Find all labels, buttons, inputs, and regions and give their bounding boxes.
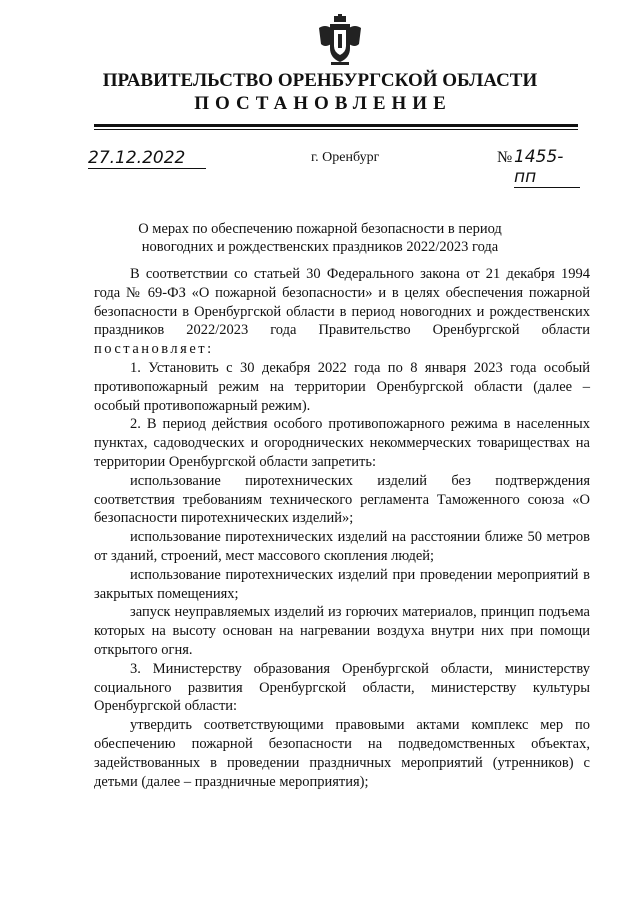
document-number: 1455-пп — [514, 147, 580, 188]
body-item-2a: использование пиротехнических изделий без подтверждения соответствия требованиям технического регламента Таможенного союза «О безопасности пиротехнических изделий»; — [94, 472, 590, 527]
document-body — [94, 265, 590, 791]
document-date: 27.12.2022 — [88, 148, 206, 169]
body-item-3a: утвердить соответствующими правовыми актами комплекс мер по обеспечению пожарной безопасности на подведомственных объектах, задействованных в проведении праздничных мероприятий (утренников) с детьми (далее – праздничные мероприятия); — [94, 717, 590, 790]
body-paragraph-intro — [94, 265, 590, 359]
document-type: ПОСТАНОВЛЕНИЕ — [194, 93, 452, 114]
postanovlyaet-word: постановляет: — [94, 341, 214, 358]
government-title: ПРАВИТЕЛЬСТВО ОРЕНБУРГСКОЙ ОБЛАСТИ — [102, 70, 538, 91]
body-paragraph-2: 2. В период действия особого противопожарного режима в населенных пунктах, садоводческих и огороднических некоммерческих товариществах на территории Оренбургской области запретить: — [94, 416, 590, 470]
body-item-2d: запуск неуправляемых изделий из горючих материалов, принцип подъема которых на высоту основан на нагревании воздуха внутри них при помощи открытого огня. — [94, 604, 590, 658]
body-item-2b: использование пиротехнических изделий на расстоянии ближе 50 метров от зданий, строений, мест массового скопления людей; — [94, 529, 590, 564]
number-label: № — [497, 149, 513, 166]
subject-line: О мерах по обеспечению пожарной безопасности в период — [138, 221, 502, 237]
header-rule-thin — [94, 129, 578, 130]
document-subject — [0, 220, 640, 256]
intro-text: В соответствии со статьей 30 Федерального закона от 21 декабря 1994 года № 69-ФЗ «О пожарной безопасности» и в целях обеспечения пожарной безопасности в Оренбургской области в период новогодних и рождественских праздников 2022/2023 года Правительство Оренбургской области — [94, 266, 590, 339]
body-item-2c: использование пиротехнических изделий при проведении мероприятий в закрытых помещениях; — [94, 566, 590, 602]
document-city: г. Оренбург — [311, 150, 380, 165]
subject-line: новогодних и рождественских праздников 2022/2023 года — [141, 239, 499, 255]
body-paragraph-1: 1. Установить с 30 декабря 2022 года по 8 января 2023 года особый противопожарный режим на территории Оренбургской области (далее – особый противопожарный режим). — [94, 359, 590, 414]
header-rule-thick — [94, 124, 578, 127]
coat-of-arms-icon — [317, 14, 363, 66]
body-paragraph-3: 3. Министерству образования Оренбургской области, министерству социального развития Оренбургской области, министерству культуры Оренбургской области: — [94, 660, 590, 715]
